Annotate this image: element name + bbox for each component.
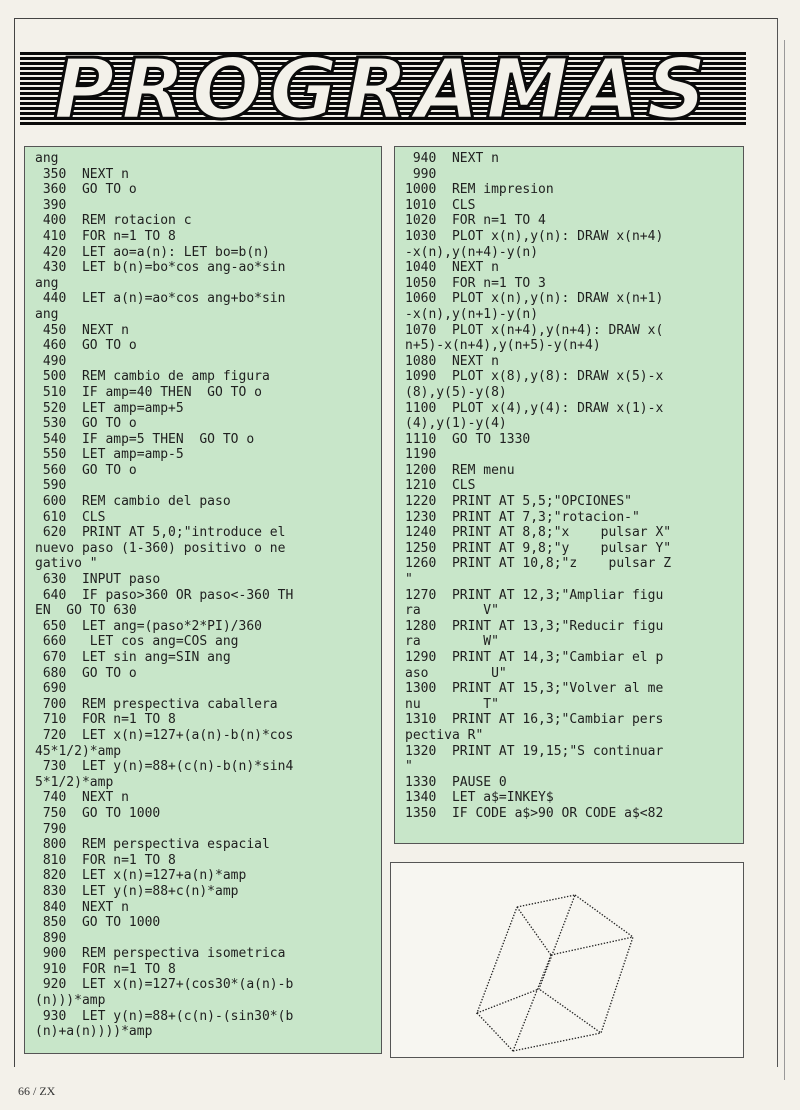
code-line: 600 REM cambio del paso <box>35 494 231 510</box>
code-line: 440 LET a(n)=ao*cos ang+bo*sin <box>35 291 286 307</box>
code-line: 1260 PRINT AT 10,8;"z pulsar Z <box>405 556 672 572</box>
code-line: 790 <box>35 821 67 837</box>
code-line: 1020 FOR n=1 TO 4 <box>405 213 546 229</box>
code-line: 930 LET y(n)=88+(c(n)-(sin30*(b <box>35 1008 294 1024</box>
code-line: 1290 PRINT AT 14,3;"Cambiar el p <box>405 650 664 665</box>
code-line: 1330 PAUSE 0 <box>405 774 507 790</box>
code-line: 1080 NEXT n <box>405 353 499 369</box>
code-line: 550 LET amp=amp-5 <box>35 447 184 463</box>
code-line: 500 REM cambio de amp figura <box>35 369 270 385</box>
code-line: 1070 PLOT x(n+4),y(n+4): DRAW x( <box>405 322 664 338</box>
code-line: 850 GO TO 1000 <box>35 915 161 931</box>
code-line: -x(n),y(n+1)-y(n) <box>405 306 539 322</box>
cube-edge <box>539 895 633 1033</box>
code-line: 5*1/2)*amp <box>35 774 114 790</box>
code-line: ang <box>35 306 59 322</box>
code-line: 1350 IF CODE a$>90 OR CODE a$<82 <box>405 805 664 821</box>
code-line: ang <box>35 151 59 166</box>
code-line: 800 REM perspectiva espacial <box>35 837 270 853</box>
code-line: 1230 PRINT AT 7,3;"rotacion-" <box>405 509 640 525</box>
code-line: (4),y(1)-y(4) <box>405 416 507 432</box>
code-line: -x(n),y(n+4)-y(n) <box>405 244 539 260</box>
code-line: 1250 PRINT AT 9,8;"y pulsar Y" <box>405 540 672 556</box>
code-line: 890 <box>35 930 67 946</box>
code-line: 660 LET cos ang=COS ang <box>35 634 239 650</box>
code-line: 1040 NEXT n <box>405 260 499 276</box>
header-banner <box>20 40 746 138</box>
page-edge-line <box>784 40 785 1080</box>
code-line: nuevo paso (1-360) positivo o ne <box>35 540 286 556</box>
code-line: 1010 CLS <box>405 197 476 213</box>
code-line: 1000 REM impresion <box>405 182 554 198</box>
code-line: aso U" <box>405 665 507 681</box>
code-line: 650 LET ang=(paso*2*PI)/360 <box>35 618 262 634</box>
code-line: 830 LET y(n)=88+c(n)*amp <box>35 883 239 899</box>
code-line: 1210 CLS <box>405 478 476 494</box>
code-line: 1300 PRINT AT 15,3;"Volver al me <box>405 681 664 697</box>
code-line: 1190 <box>405 447 437 463</box>
code-line: 670 LET sin ang=SIN ang <box>35 650 231 665</box>
code-line: 750 GO TO 1000 <box>35 805 161 821</box>
code-line: 810 FOR n=1 TO 8 <box>35 852 176 868</box>
code-line: 820 LET x(n)=127+a(n)*amp <box>35 868 247 884</box>
code-line: ra V" <box>405 603 499 619</box>
code-line: 1320 PRINT AT 19,15;"S continuar <box>405 743 664 759</box>
code-line: 740 NEXT n <box>35 790 129 806</box>
code-line: " <box>405 759 413 775</box>
code-line: 1220 PRINT AT 5,5;"OPCIONES" <box>405 494 632 510</box>
code-line: 1090 PLOT x(8),y(8): DRAW x(5)-x <box>405 369 664 385</box>
cube-edge <box>517 907 551 955</box>
code-line: 1060 PLOT x(n),y(n): DRAW x(n+1) <box>405 291 664 307</box>
code-line: 700 REM prespectiva caballera <box>35 696 278 712</box>
code-line: 690 <box>35 681 67 697</box>
code-line: 1200 REM menu <box>405 462 515 478</box>
code-line: 730 LET y(n)=88+(c(n)-b(n)*sin4 <box>35 759 294 775</box>
code-line: 1110 GO TO 1330 <box>405 431 531 447</box>
code-line: 430 LET b(n)=bo*cos ang-ao*sin <box>35 260 286 276</box>
code-line: pectiva R" <box>405 727 484 743</box>
program-listing-right <box>394 146 744 844</box>
code-line: 490 <box>35 353 67 369</box>
code-line: 610 CLS <box>35 509 106 525</box>
code-line: 680 GO TO o <box>35 665 137 681</box>
code-line: 1310 PRINT AT 16,3;"Cambiar pers <box>405 712 664 728</box>
code-line: 410 FOR n=1 TO 8 <box>35 228 176 244</box>
code-line: n+5)-x(n+4),y(n+5)-y(n+4) <box>405 338 601 354</box>
code-line: 1030 PLOT x(n),y(n): DRAW x(n+4) <box>405 228 664 244</box>
header-title: PROGRAMAS <box>53 40 713 138</box>
code-line: 840 NEXT n <box>35 899 129 915</box>
cube-wireframe-figure <box>390 862 744 1058</box>
code-line: gativo " <box>35 556 98 572</box>
code-line: " <box>405 572 413 588</box>
code-line: 400 REM rotacion c <box>35 213 192 229</box>
code-line: 460 GO TO o <box>35 338 137 354</box>
code-line: 450 NEXT n <box>35 322 129 338</box>
code-line: ang <box>35 275 59 291</box>
code-line: 640 IF paso>360 OR paso<-360 TH <box>35 587 294 603</box>
code-line: 630 INPUT paso <box>35 572 161 588</box>
code-line: 590 <box>35 478 67 494</box>
code-line: 390 <box>35 197 67 213</box>
code-line: 940 NEXT n <box>405 151 499 166</box>
cube-edge <box>551 937 633 955</box>
code-line: 990 <box>405 166 437 182</box>
code-line: EN GO TO 630 <box>35 603 137 619</box>
page-folio: 66 / ZX <box>18 1084 56 1098</box>
code-line: 910 FOR n=1 TO 8 <box>35 961 176 977</box>
code-line: 360 GO TO o <box>35 182 137 198</box>
code-line: ra W" <box>405 634 499 650</box>
code-line: 720 LET x(n)=127+(a(n)-b(n)*cos <box>35 727 294 743</box>
cube-edge <box>513 1033 601 1051</box>
code-line: 1050 FOR n=1 TO 3 <box>405 275 546 291</box>
cube-edge <box>477 895 575 1013</box>
code-line: 560 GO TO o <box>35 462 137 478</box>
code-line: 900 REM perspectiva isometrica <box>35 946 286 962</box>
code-line: 1240 PRINT AT 8,8;"x pulsar X" <box>405 525 672 541</box>
cube-drawing <box>391 863 743 1057</box>
code-line: (n)))*amp <box>35 993 106 1009</box>
code-line: 420 LET ao=a(n): LET bo=b(n) <box>35 244 270 260</box>
cube-edge <box>513 955 551 1051</box>
code-line: 1270 PRINT AT 12,3;"Ampliar figu <box>405 587 664 603</box>
code-line: 520 LET amp=amp+5 <box>35 400 184 416</box>
code-line: 710 FOR n=1 TO 8 <box>35 712 176 728</box>
program-listing-left <box>24 146 382 1054</box>
code-line: 510 IF amp=40 THEN GO TO o <box>35 384 262 400</box>
code-line: 540 IF amp=5 THEN GO TO o <box>35 431 255 447</box>
code-line: (n)+a(n))))*amp <box>35 1024 153 1040</box>
cube-edge <box>477 1013 513 1051</box>
code-line: 1340 LET a$=INKEY$ <box>405 790 554 806</box>
code-line: 620 PRINT AT 5,0;"introduce el <box>35 525 286 541</box>
code-line: 530 GO TO o <box>35 416 137 432</box>
code-line: 1280 PRINT AT 13,3;"Reducir figu <box>405 618 664 634</box>
code-line: nu T" <box>405 696 499 712</box>
code-line: 920 LET x(n)=127+(cos30*(a(n)-b <box>35 977 294 993</box>
code-line: 45*1/2)*amp <box>35 743 122 759</box>
code-line: (8),y(5)-y(8) <box>405 384 507 400</box>
code-line: 350 NEXT n <box>35 166 129 182</box>
code-line: 1100 PLOT x(4),y(4): DRAW x(1)-x <box>405 400 664 416</box>
